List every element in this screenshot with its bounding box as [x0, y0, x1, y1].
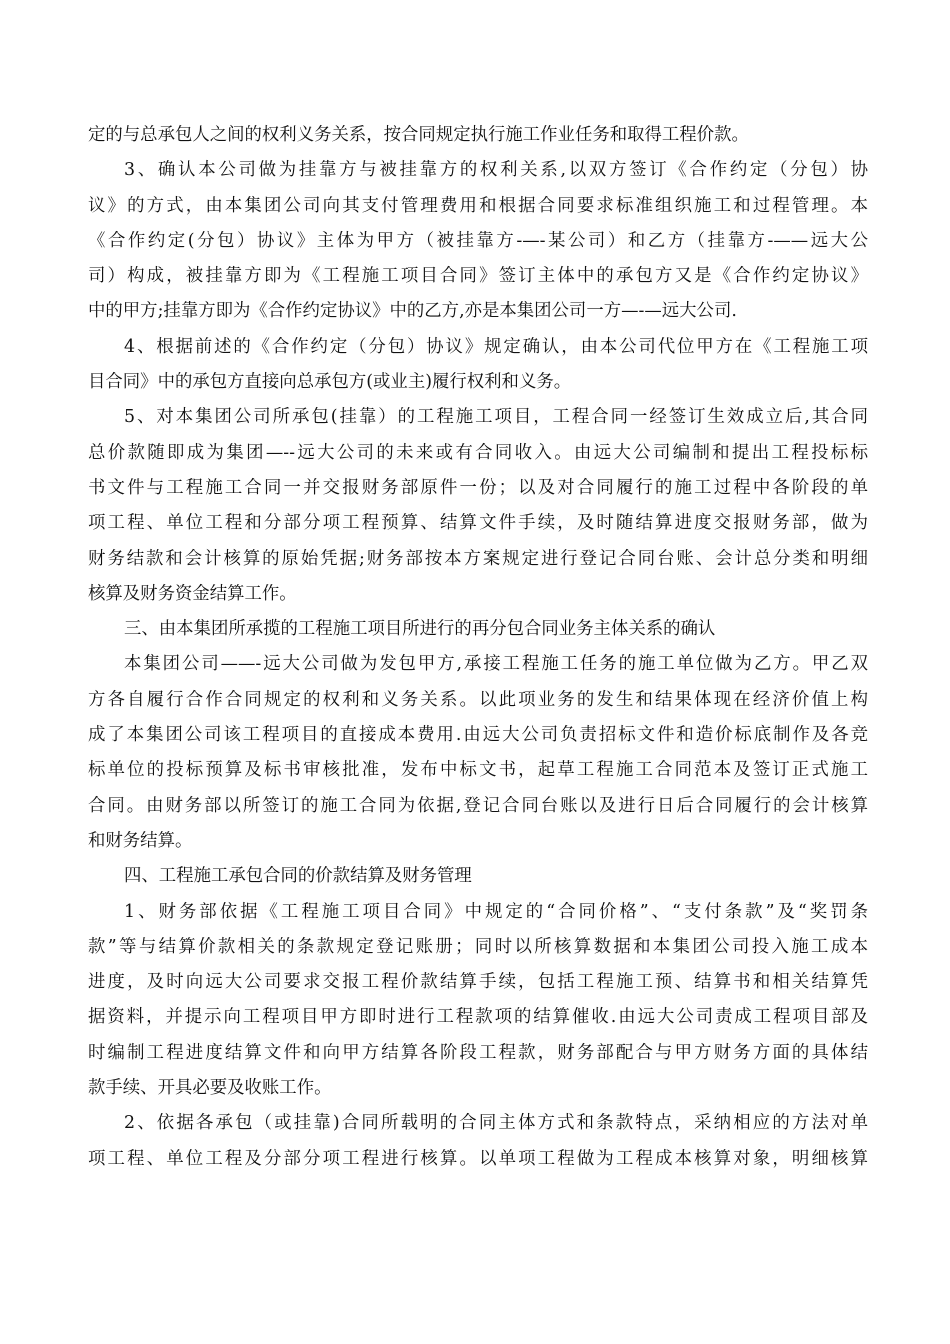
text-line: 合同。由财务部以所签订的施工合同为依据,登记合同台账以及进行日后合同履行的会计核算 — [88, 795, 868, 816]
text-line: 核算及财务资金结算工作。 — [88, 583, 297, 604]
text-line: 四、工程施工承包合同的价款结算及财务管理 — [124, 866, 472, 887]
text-line: 3、确认本公司做为挂靠方与被挂靠方的权利关系,以双方签订《合作约定（分包）协 — [124, 160, 868, 181]
paragraph — [88, 118, 868, 153]
section-heading — [88, 612, 868, 647]
text-line: 目合同》中的承包方直接向总承包方(或业主)履行权利和义务。 — [88, 372, 572, 393]
paragraph — [88, 895, 868, 1107]
text-line: 时编制工程进度结算文件和向甲方结算各阶段工程款，财务部配合与甲方财务方面的具体结 — [88, 1042, 868, 1063]
text-line: 书文件与工程施工合同一并交报财务部原件一份；以及对合同履行的施工过程中各阶段的单 — [88, 477, 868, 498]
document-body — [88, 118, 868, 1177]
section-heading — [88, 859, 868, 894]
text-line: 总价款随即成为集团—--远大公司的未来或有合同收入。由远大公司编制和提出工程投标标 — [88, 442, 868, 463]
paragraph — [88, 1106, 868, 1177]
text-line: 三、由本集团所承揽的工程施工项目所进行的再分包合同业务主体关系的确认 — [124, 619, 716, 640]
text-line: 标单位的投标预算及标书审核批准，发布中标文书，起草工程施工合同范本及签订正式施工 — [88, 760, 868, 781]
text-line: 财务结款和会计核算的原始凭据;财务部按本方案规定进行登记合同台账、会计总分类和明细 — [88, 548, 868, 569]
text-line: 据资料，并提示向工程项目甲方即时进行工程款项的结算催收.由远大公司责成工程项目部及 — [88, 1007, 868, 1028]
text-line: 项工程、单位工程及分部分项工程进行核算。以单项工程做为工程成本核算对象，明细核算 — [88, 1148, 868, 1169]
text-line: 款手续、开具必要及收账工作。 — [88, 1078, 332, 1099]
text-line: 定的与总承包人之间的权利义务关系，按合同规定执行施工作业任务和取得工程价款。 — [88, 125, 749, 145]
text-line: 4、根据前述的《合作约定（分包）协议》规定确认，由本公司代位甲方在《工程施工项 — [124, 336, 868, 357]
text-line: 款”等与结算价款相关的条款规定登记账册；同时以所核算数据和本集团公司投入施工成本 — [88, 936, 868, 957]
paragraph — [88, 153, 868, 329]
text-line: 议》的方式，由本集团公司向其支付管理费用和根据合同要求标准组织施工和过程管理。本 — [88, 195, 868, 216]
text-line: 司）构成，被挂靠方即为《工程施工项目合同》签订主体中的承包方又是《合作约定协议》 — [88, 266, 868, 287]
text-line: 2、依据各承包（或挂靠)合同所载明的合同主体方式和条款特点，采纳相应的方法对单 — [124, 1113, 868, 1134]
text-line: 方各自履行合作合同规定的权利和义务关系。以此项业务的发生和结果体现在经济价值上构 — [88, 689, 868, 710]
text-line: 5、对本集团公司所承包(挂靠）的工程施工项目，工程合同一经签订生效成立后,其合同 — [124, 407, 868, 428]
text-line: 1、财务部依据《工程施工项目合同》中规定的“合同价格”、“支付条款”及“奖罚条 — [124, 901, 868, 922]
text-line: 和财务结算。 — [88, 830, 193, 851]
text-line: 项工程、单位工程和分部分项工程预算、结算文件手续，及时随结算进度交报财务部，做为 — [88, 513, 868, 534]
text-line: 成了本集团公司该工程项目的直接成本费用.由远大公司负责招标文件和造价标底制作及各竞 — [88, 725, 868, 746]
text-line: 进度，及时向远大公司要求交报工程价款结算手续，包括工程施工预、结算书和相关结算凭 — [88, 972, 868, 993]
text-line: 中的甲方;挂靠方即为《合作约定协议》中的乙方,亦是本集团公司一方—-—远大公司. — [88, 301, 737, 322]
text-line: 《合作约定(分包）协议》主体为甲方（被挂靠方-—-某公司）和乙方（挂靠方-——远大公 — [88, 230, 868, 251]
paragraph — [88, 400, 868, 612]
paragraph — [88, 330, 868, 401]
paragraph — [88, 647, 868, 859]
text-line: 本集团公司——-远大公司做为发包甲方,承接工程施工任务的施工单位做为乙方。甲乙双 — [124, 654, 868, 675]
